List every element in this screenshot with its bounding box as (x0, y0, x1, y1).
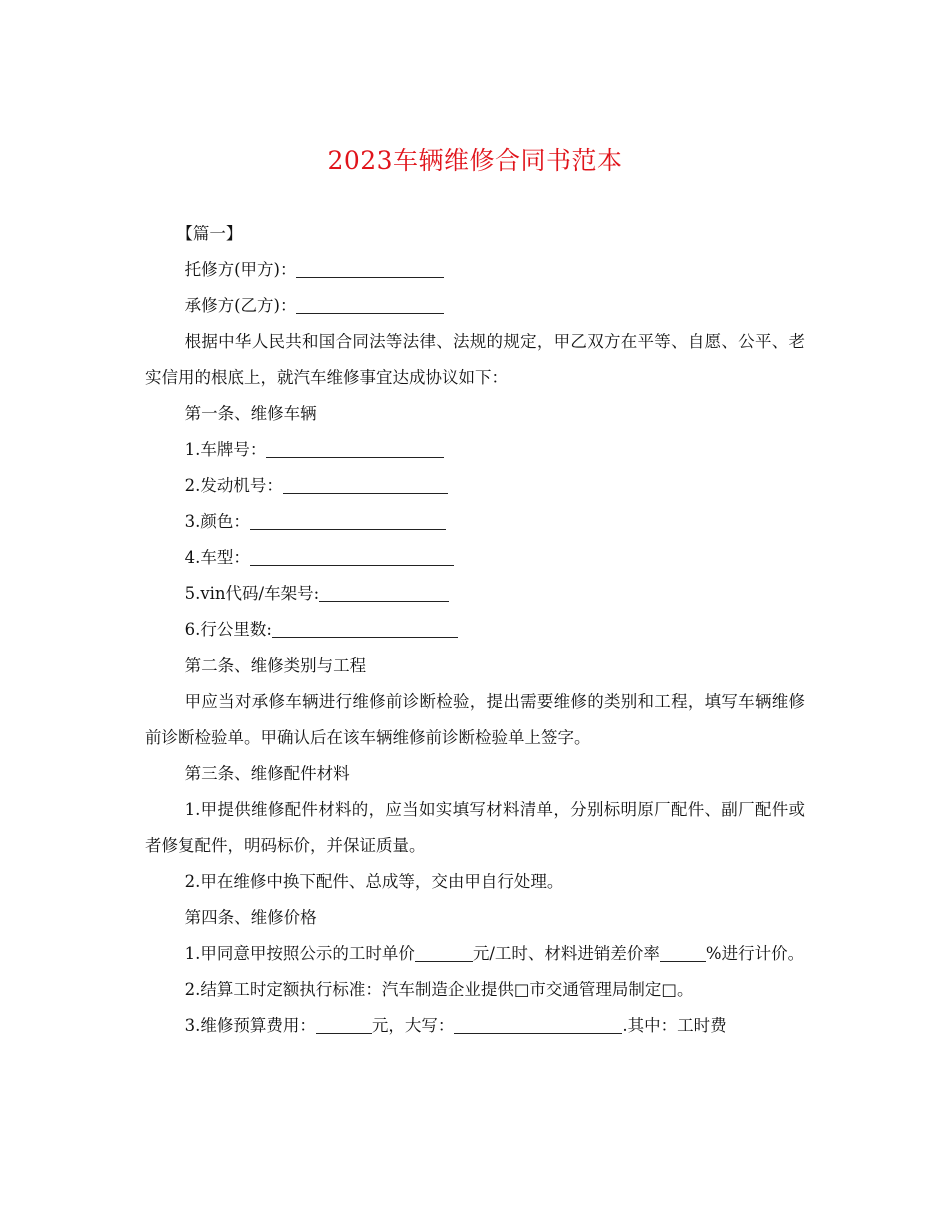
labor-fee-label: .其中：工时费 (622, 1016, 727, 1035)
budget-capital-label: 元，大写： (371, 1016, 455, 1035)
budget-label: 3.维修预算费用： (184, 1016, 316, 1035)
hourly-rate-label: 1.甲同意甲按照公示的工时单价 (184, 944, 415, 963)
model-label: 4.车型： (184, 548, 250, 567)
article-2-body: 甲应当对承修车辆进行维修前诊断检验，提出需要维修的类别和工程，填写车辆维修前诊断检验单。甲确认后在该车辆维修前诊断检验单上签字。 (145, 692, 805, 747)
article-3-item-2: 2.甲在维修中换下配件、总成等，交由甲自行处理。 (184, 872, 564, 891)
party-b-line (145, 288, 805, 324)
vin-line (145, 576, 805, 612)
article-4-title: 第四条、维修价格 (184, 908, 317, 927)
mileage-line (145, 612, 805, 648)
hourly-rate-blank[interactable] (415, 943, 473, 962)
engine-number-line (145, 468, 805, 504)
intro-paragraph: 根据中华人民共和国合同法等法律、法规的规定，甲乙双方在平等、自愿、公平、老实信用的根底上，就汽车维修事宜达成协议如下： (145, 332, 805, 387)
markup-rate-blank[interactable] (660, 943, 706, 962)
party-a-blank[interactable] (296, 259, 444, 278)
party-b-label: 承修方(乙方)： (184, 296, 297, 315)
plate-number-line (145, 432, 805, 468)
article-4-item-1 (145, 936, 805, 972)
article-4-item-2: 2.结算工时定额执行标准：汽车制造企业提供□市交通管理局制定□。 (184, 980, 694, 999)
document-body (145, 216, 805, 1044)
article-2-title: 第二条、维修类别与工程 (184, 656, 367, 675)
article-4-item-3 (145, 1008, 805, 1044)
model-line (145, 540, 805, 576)
party-b-blank[interactable] (296, 295, 444, 314)
plate-number-blank[interactable] (266, 439, 444, 458)
party-a-label: 托修方(甲方)： (184, 260, 297, 279)
engine-number-blank[interactable] (283, 475, 448, 494)
model-blank[interactable] (250, 547, 454, 566)
budget-capital-blank[interactable] (454, 1015, 622, 1034)
vin-label: 5.vin代码/车架号: (184, 584, 320, 603)
article-1-title: 第一条、维修车辆 (184, 404, 317, 423)
engine-number-label: 2.发动机号： (184, 476, 283, 495)
budget-amount-blank[interactable] (316, 1015, 372, 1034)
article-3-title: 第三条、维修配件材料 (184, 764, 350, 783)
color-label: 3.颜色： (184, 512, 250, 531)
mileage-label: 6.行公里数: (184, 620, 272, 639)
mileage-blank[interactable] (272, 619, 458, 638)
plate-number-label: 1.车牌号： (184, 440, 267, 459)
vin-blank[interactable] (319, 583, 449, 602)
markup-rate-label: 元/工时、材料进销差价率 (472, 944, 660, 963)
pricing-suffix: %进行计价。 (705, 944, 805, 963)
section-heading: 【篇一】 (176, 224, 243, 243)
color-blank[interactable] (250, 511, 446, 530)
color-line (145, 504, 805, 540)
document-title: 2023车辆维修合同书范本 (327, 146, 623, 175)
article-3-item-1: 1.甲提供维修配件材料的，应当如实填写材料清单，分别标明原厂配件、副厂配件或者修复配件，明码标价，并保证质量。 (145, 800, 805, 855)
party-a-line (145, 252, 805, 288)
